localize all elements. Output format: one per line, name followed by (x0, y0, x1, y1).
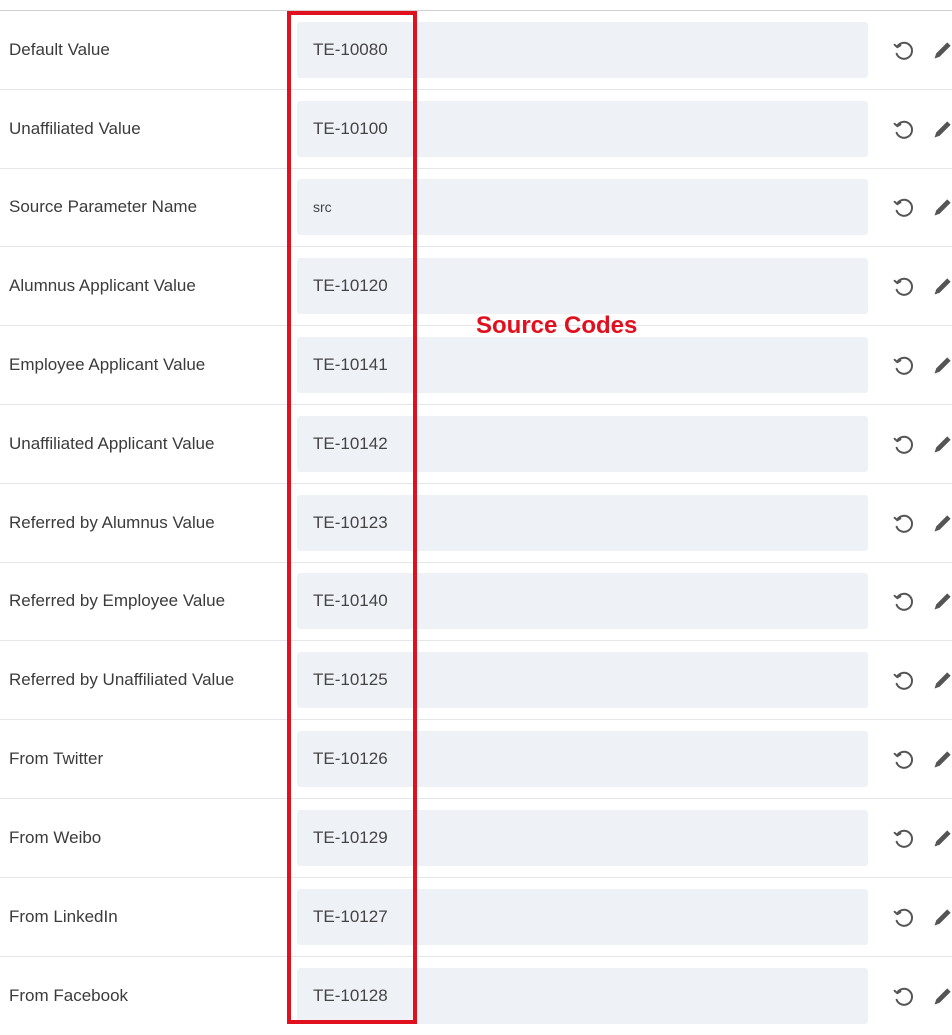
reset-button[interactable] (889, 745, 917, 773)
edit-button[interactable] (932, 272, 952, 300)
reset-button[interactable] (889, 903, 917, 931)
reset-button[interactable] (889, 982, 917, 1010)
settings-row (0, 799, 952, 878)
edit-button[interactable] (932, 430, 952, 458)
source-codes-annotation: Source Codes (476, 312, 638, 339)
source-code-input[interactable] (297, 416, 868, 472)
source-code-input[interactable] (297, 179, 868, 235)
reset-icon (891, 984, 915, 1008)
reset-icon (891, 274, 915, 298)
row-label: Default Value (9, 39, 110, 59)
row-label: Employee Applicant Value (9, 355, 206, 375)
settings-row (0, 484, 952, 563)
settings-row (0, 563, 952, 642)
edit-button[interactable] (932, 193, 952, 221)
row-label: Alumnus Applicant Value (9, 276, 196, 296)
reset-icon (891, 826, 915, 850)
row-label: From Weibo (9, 827, 102, 847)
reset-icon (891, 905, 915, 929)
reset-icon (891, 195, 915, 219)
pencil-icon (932, 746, 952, 772)
edit-button[interactable] (932, 115, 952, 143)
reset-button[interactable] (889, 193, 917, 221)
reset-icon (891, 353, 915, 377)
reset-icon (891, 117, 915, 141)
reset-icon (891, 668, 915, 692)
settings-row (0, 405, 952, 484)
reset-icon (891, 589, 915, 613)
settings-list (0, 11, 952, 1035)
reset-button[interactable] (889, 430, 917, 458)
reset-button[interactable] (889, 587, 917, 615)
reset-button[interactable] (889, 36, 917, 64)
pencil-icon (932, 510, 952, 536)
settings-row (0, 957, 952, 1035)
pencil-icon (932, 194, 952, 220)
source-code-input[interactable] (297, 968, 868, 1024)
settings-row (0, 641, 952, 720)
pencil-icon (932, 431, 952, 457)
pencil-icon (932, 983, 952, 1009)
row-label: Unaffiliated Applicant Value (9, 433, 215, 453)
reset-button[interactable] (889, 666, 917, 694)
source-code-input[interactable] (297, 258, 868, 314)
source-code-input[interactable] (297, 337, 868, 393)
source-code-input[interactable] (297, 889, 868, 945)
settings-row (0, 878, 952, 957)
edit-button[interactable] (932, 982, 952, 1010)
reset-icon (891, 432, 915, 456)
edit-button[interactable] (932, 745, 952, 773)
pencil-icon (932, 273, 952, 299)
pencil-icon (932, 116, 952, 142)
row-label: Referred by Unaffiliated Value (9, 670, 235, 690)
source-code-input[interactable] (297, 22, 868, 78)
source-code-input[interactable] (297, 573, 868, 629)
pencil-icon (932, 588, 952, 614)
pencil-icon (932, 825, 952, 851)
pencil-icon (932, 352, 952, 378)
edit-button[interactable] (932, 903, 952, 931)
row-label: Source Parameter Name (9, 197, 198, 217)
settings-row (0, 720, 952, 799)
edit-button[interactable] (932, 351, 952, 379)
reset-icon (891, 747, 915, 771)
source-code-input[interactable] (297, 101, 868, 157)
edit-button[interactable] (932, 824, 952, 852)
row-label: From LinkedIn (9, 906, 118, 926)
source-code-input[interactable] (297, 731, 868, 787)
row-label: Referred by Employee Value (9, 591, 226, 611)
pencil-icon (932, 667, 952, 693)
source-code-input[interactable] (297, 810, 868, 866)
edit-button[interactable] (932, 509, 952, 537)
reset-icon (891, 511, 915, 535)
edit-button[interactable] (932, 666, 952, 694)
pencil-icon (932, 37, 952, 63)
reset-button[interactable] (889, 115, 917, 143)
reset-button[interactable] (889, 509, 917, 537)
settings-row (0, 169, 952, 248)
reset-button[interactable] (889, 351, 917, 379)
source-code-input[interactable] (297, 495, 868, 551)
edit-button[interactable] (932, 36, 952, 64)
reset-icon (891, 38, 915, 62)
row-label: From Twitter (9, 749, 104, 769)
settings-row (0, 11, 952, 90)
row-label: From Facebook (9, 985, 129, 1005)
row-label: Unaffiliated Value (9, 118, 141, 138)
reset-button[interactable] (889, 824, 917, 852)
source-code-input[interactable] (297, 652, 868, 708)
settings-row (0, 90, 952, 169)
edit-button[interactable] (932, 587, 952, 615)
pencil-icon (932, 904, 952, 930)
row-label: Referred by Alumnus Value (9, 512, 215, 532)
reset-button[interactable] (889, 272, 917, 300)
